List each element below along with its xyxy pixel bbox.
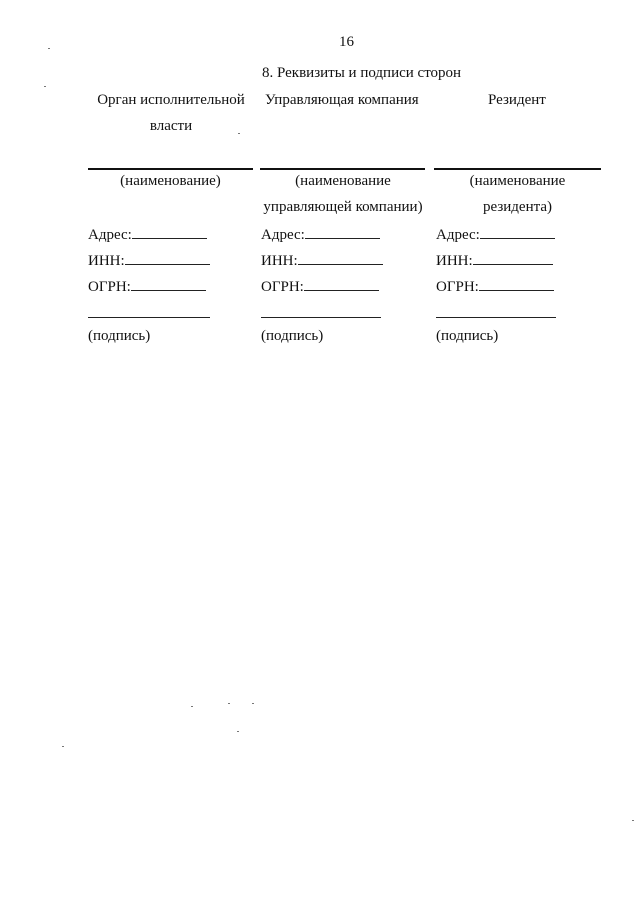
ogrn-label: ОГРН: [88, 279, 131, 295]
inn-field-resident [436, 251, 553, 270]
name-line-resident [434, 168, 601, 170]
address-input-line[interactable] [132, 225, 207, 239]
scan-speck [191, 706, 193, 707]
scan-speck [632, 820, 634, 821]
address-input-line[interactable] [480, 225, 555, 239]
scan-speck [48, 48, 50, 49]
ogrn-input-line[interactable] [479, 277, 554, 291]
address-label: Адрес: [261, 227, 305, 243]
signature-line-management-company[interactable] [261, 317, 381, 318]
ogrn-field-resident [436, 277, 554, 296]
name-caption-resident-line2: резидента) [482, 199, 552, 215]
name-caption-management-company-line2: управляющей компании) [263, 199, 423, 215]
address-label: Адрес: [88, 227, 132, 243]
inn-input-line[interactable] [125, 251, 210, 265]
scan-speck [238, 133, 240, 134]
column-header-authority-line1: Орган исполнительной [97, 92, 245, 108]
name-line-management-company [260, 168, 425, 170]
scan-speck [44, 86, 46, 87]
inn-field-authority [88, 251, 210, 270]
inn-input-line[interactable] [473, 251, 553, 265]
scan-speck [252, 703, 254, 704]
name-caption-resident-line1: (наименование [469, 173, 566, 189]
signature-caption-management-company: (подпись) [261, 328, 324, 344]
name-caption-resident [434, 173, 601, 216]
ogrn-label: ОГРН: [436, 279, 479, 295]
inn-label: ИНН: [261, 253, 298, 269]
name-line-authority [88, 168, 253, 170]
page-number: 16 [339, 34, 354, 50]
name-caption-management-company [258, 173, 428, 216]
ogrn-field-authority [88, 277, 206, 296]
column-header-management-company: Управляющая компания [265, 92, 419, 108]
inn-field-management-company [261, 251, 383, 270]
address-field-resident [436, 225, 555, 244]
name-caption-authority-line1: (наименование) [120, 173, 221, 189]
ogrn-input-line[interactable] [304, 277, 379, 291]
ogrn-label: ОГРН: [261, 279, 304, 295]
column-header-resident: Резидент [488, 92, 546, 108]
address-field-management-company [261, 225, 380, 244]
address-input-line[interactable] [305, 225, 380, 239]
signature-caption-resident: (подпись) [436, 328, 499, 344]
name-caption-authority [88, 173, 253, 190]
signature-line-authority[interactable] [88, 317, 210, 318]
scan-speck [62, 746, 64, 747]
column-header-authority [86, 92, 256, 135]
scan-speck [228, 703, 230, 704]
column-header-authority-line2: власти [149, 118, 193, 134]
name-caption-management-company-line1: (наименование [295, 173, 391, 189]
ogrn-input-line[interactable] [131, 277, 206, 291]
inn-input-line[interactable] [298, 251, 383, 265]
scan-speck [237, 731, 239, 732]
inn-label: ИНН: [88, 253, 125, 269]
inn-label: ИНН: [436, 253, 473, 269]
signature-line-resident[interactable] [436, 317, 556, 318]
ogrn-field-management-company [261, 277, 379, 296]
address-label: Адрес: [436, 227, 480, 243]
address-field-authority [88, 225, 207, 244]
section-title: 8. Реквизиты и подписи сторон [262, 65, 462, 81]
signature-caption-authority: (подпись) [88, 328, 151, 344]
